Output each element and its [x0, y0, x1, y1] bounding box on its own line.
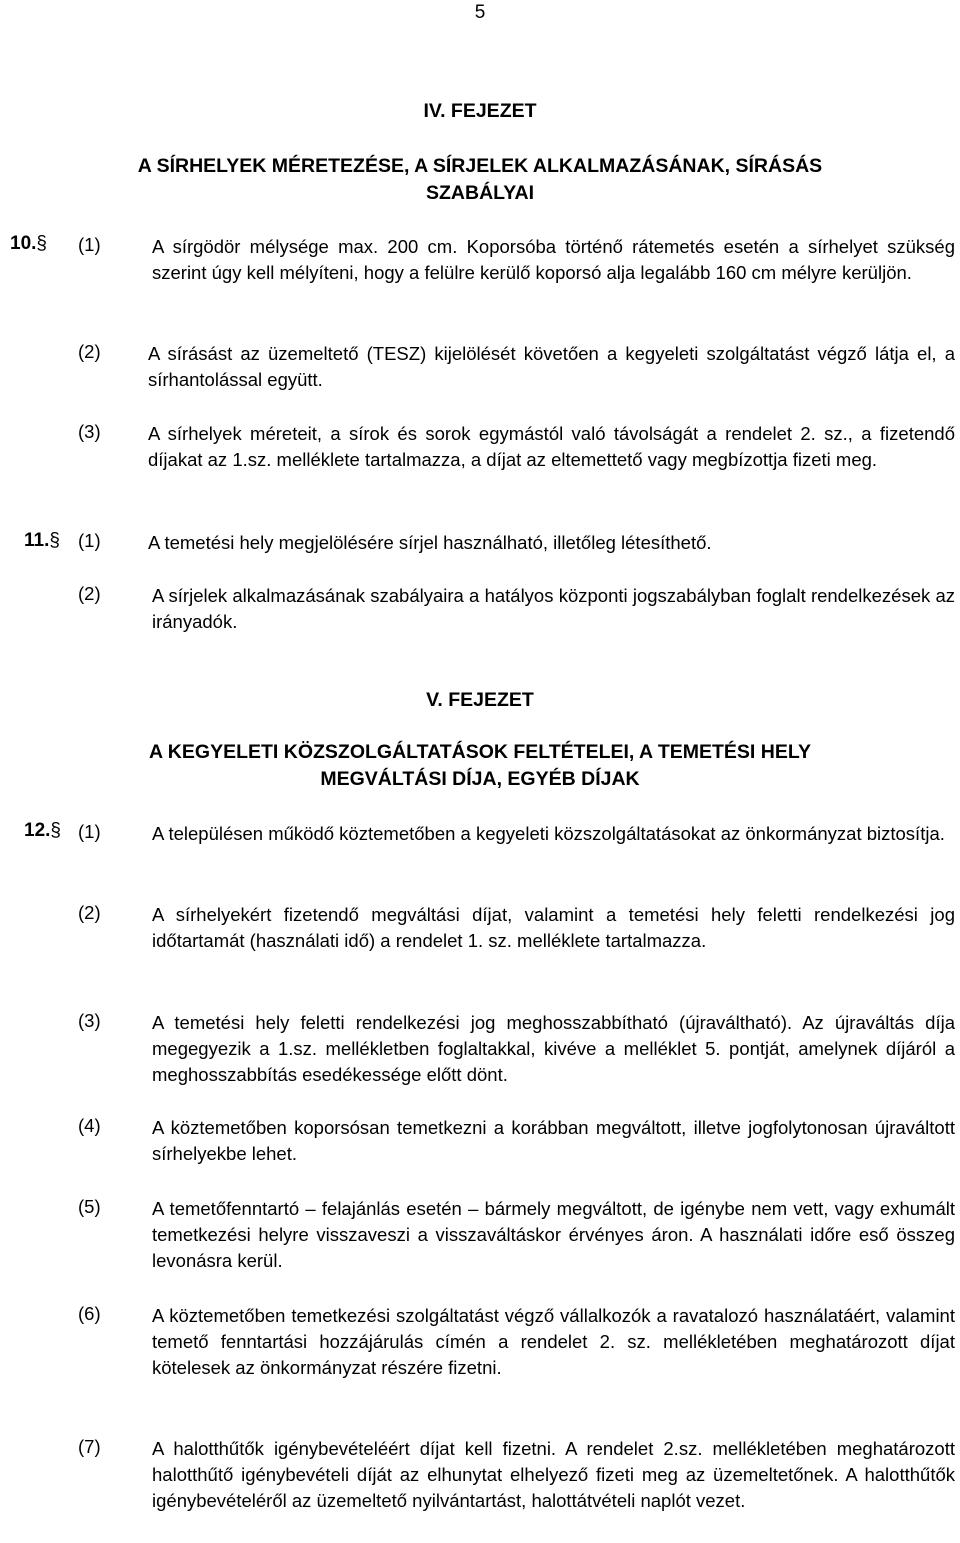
chapter-v-title-line2: MEGVÁLTÁSI DÍJA, EGYÉB DÍJAK	[320, 768, 640, 790]
section-11-label	[24, 530, 60, 552]
section-mark: §	[36, 233, 47, 254]
paragraph-number: (2)	[78, 341, 101, 362]
paragraph-number: (1)	[78, 530, 101, 551]
section-12-label	[24, 820, 61, 842]
paragraph-text: A köztemetőben koporsósan temetkezni a korábban megváltott, illetve jogfolytonosan újraváltott sírhelyekbe lehet.	[152, 1117, 955, 1165]
paragraph-number: (6)	[78, 1303, 101, 1324]
paragraph-text: A sírásást az üzemeltető (TESZ) kijelölését követően a kegyeleti szolgáltatást végző látja el, a sírhantolással együtt.	[148, 343, 955, 391]
section-number: 10.	[10, 233, 37, 254]
chapter-iv-heading: IV. FEJEZET	[423, 100, 537, 122]
paragraph-text: A temetési hely feletti rendelkezési jog meghosszabbítható (újraváltható). Az újraváltás díja megegyezik a 1.sz. mellékletben foglaltakkal, kivéve a melléklet 5. pontját, amelynek díjáról a meghosszabbítás esedékessége előtt dönt.	[152, 1012, 955, 1086]
paragraph-number: (3)	[78, 421, 101, 442]
paragraph-text: A településen működő köztemetőben a kegyeleti közszolgáltatásokat az önkormányzat biztosítja.	[152, 823, 945, 844]
chapter-iv-title-line2: SZABÁLYAI	[425, 182, 534, 204]
chapter-v-heading: V. FEJEZET	[426, 689, 534, 711]
paragraph-number: (3)	[78, 1010, 101, 1031]
paragraph-text: A sírjelek alkalmazásának szabályaira a hatályos központi jogszabályban foglalt rendelkezések az irányadók.	[152, 585, 955, 633]
paragraph-number: (4)	[78, 1115, 101, 1136]
paragraph-text: A köztemetőben temetkezési szolgáltatást végző vállalkozók a ravatalozó használatáért, valamint temető fenntartási hozzájárulás címén a rendelet 2. sz. mellékletében meghatározott díjat kötelesek az önkormányzat részére fizetni.	[152, 1305, 955, 1379]
paragraph-text: A temetőfenntartó – felajánlás esetén – bármely megváltott, de igénybe nem vett, vagy exhumált temetkezési helyre visszaveszi a visszaváltáskor érvényes áron. A használati időre eső összeg levonásra kerül.	[152, 1198, 955, 1272]
paragraph-text: A sírgödör mélysége max. 200 cm. Koporsóba történő rátemetés esetén a sírhelyet szükség szerint úgy kell mélyíteni, hogy a felülre kerülő koporsó alja legalább 160 cm mélyre kerüljön.	[152, 236, 955, 284]
paragraph-number: (2)	[78, 902, 101, 923]
paragraph-text: A halotthűtők igénybevételéért díjat kell fizetni. A rendelet 2.sz. mellékletében meghatározott halotthűtő igénybevételi díját az elhunytat elhelyező fizeti meg az üzemeltetőnek. A halotthűtők igénybevételéről az üzemeltető nyilvántartást, halottátvételi naplót vezet.	[152, 1438, 955, 1512]
paragraph-text: A sírhelyekért fizetendő megváltási díjat, valamint a temetési hely feletti rendelkezési jog időtartamát (használati idő) a rendelet 1. sz. melléklete tartalmazza.	[152, 904, 955, 952]
paragraph-number: (2)	[78, 583, 101, 604]
page-number: 5	[474, 2, 486, 23]
paragraph-number: (5)	[78, 1196, 101, 1217]
paragraph-number: (1)	[78, 821, 101, 842]
section-mark: §	[49, 530, 60, 551]
section-number: 12.	[24, 820, 51, 841]
paragraph-text: A sírhelyek méreteit, a sírok és sorok egymástól való távolságát a rendelet 2. sz., a fizetendő díjakat az 1.sz. melléklete tartalmazza, a díjat az eltemettető vagy megbízottja fizeti meg.	[148, 423, 955, 471]
section-10-label	[10, 233, 47, 255]
section-number: 11.	[24, 530, 50, 551]
paragraph-number: (7)	[78, 1436, 101, 1457]
section-mark: §	[50, 820, 61, 841]
chapter-iv-title-line1: A SÍRHELYEK MÉRETEZÉSE, A SÍRJELEK ALKALMAZÁSÁNAK, SÍRÁSÁS	[137, 155, 823, 177]
paragraph-number: (1)	[78, 234, 101, 255]
chapter-v-title-line1: A KEGYELETI KÖZSZOLGÁLTATÁSOK FELTÉTELEI, A TEMETÉSI HELY	[149, 741, 811, 763]
paragraph-text: A temetési hely megjelölésére sírjel használható, illetőleg létesíthető.	[148, 532, 712, 553]
